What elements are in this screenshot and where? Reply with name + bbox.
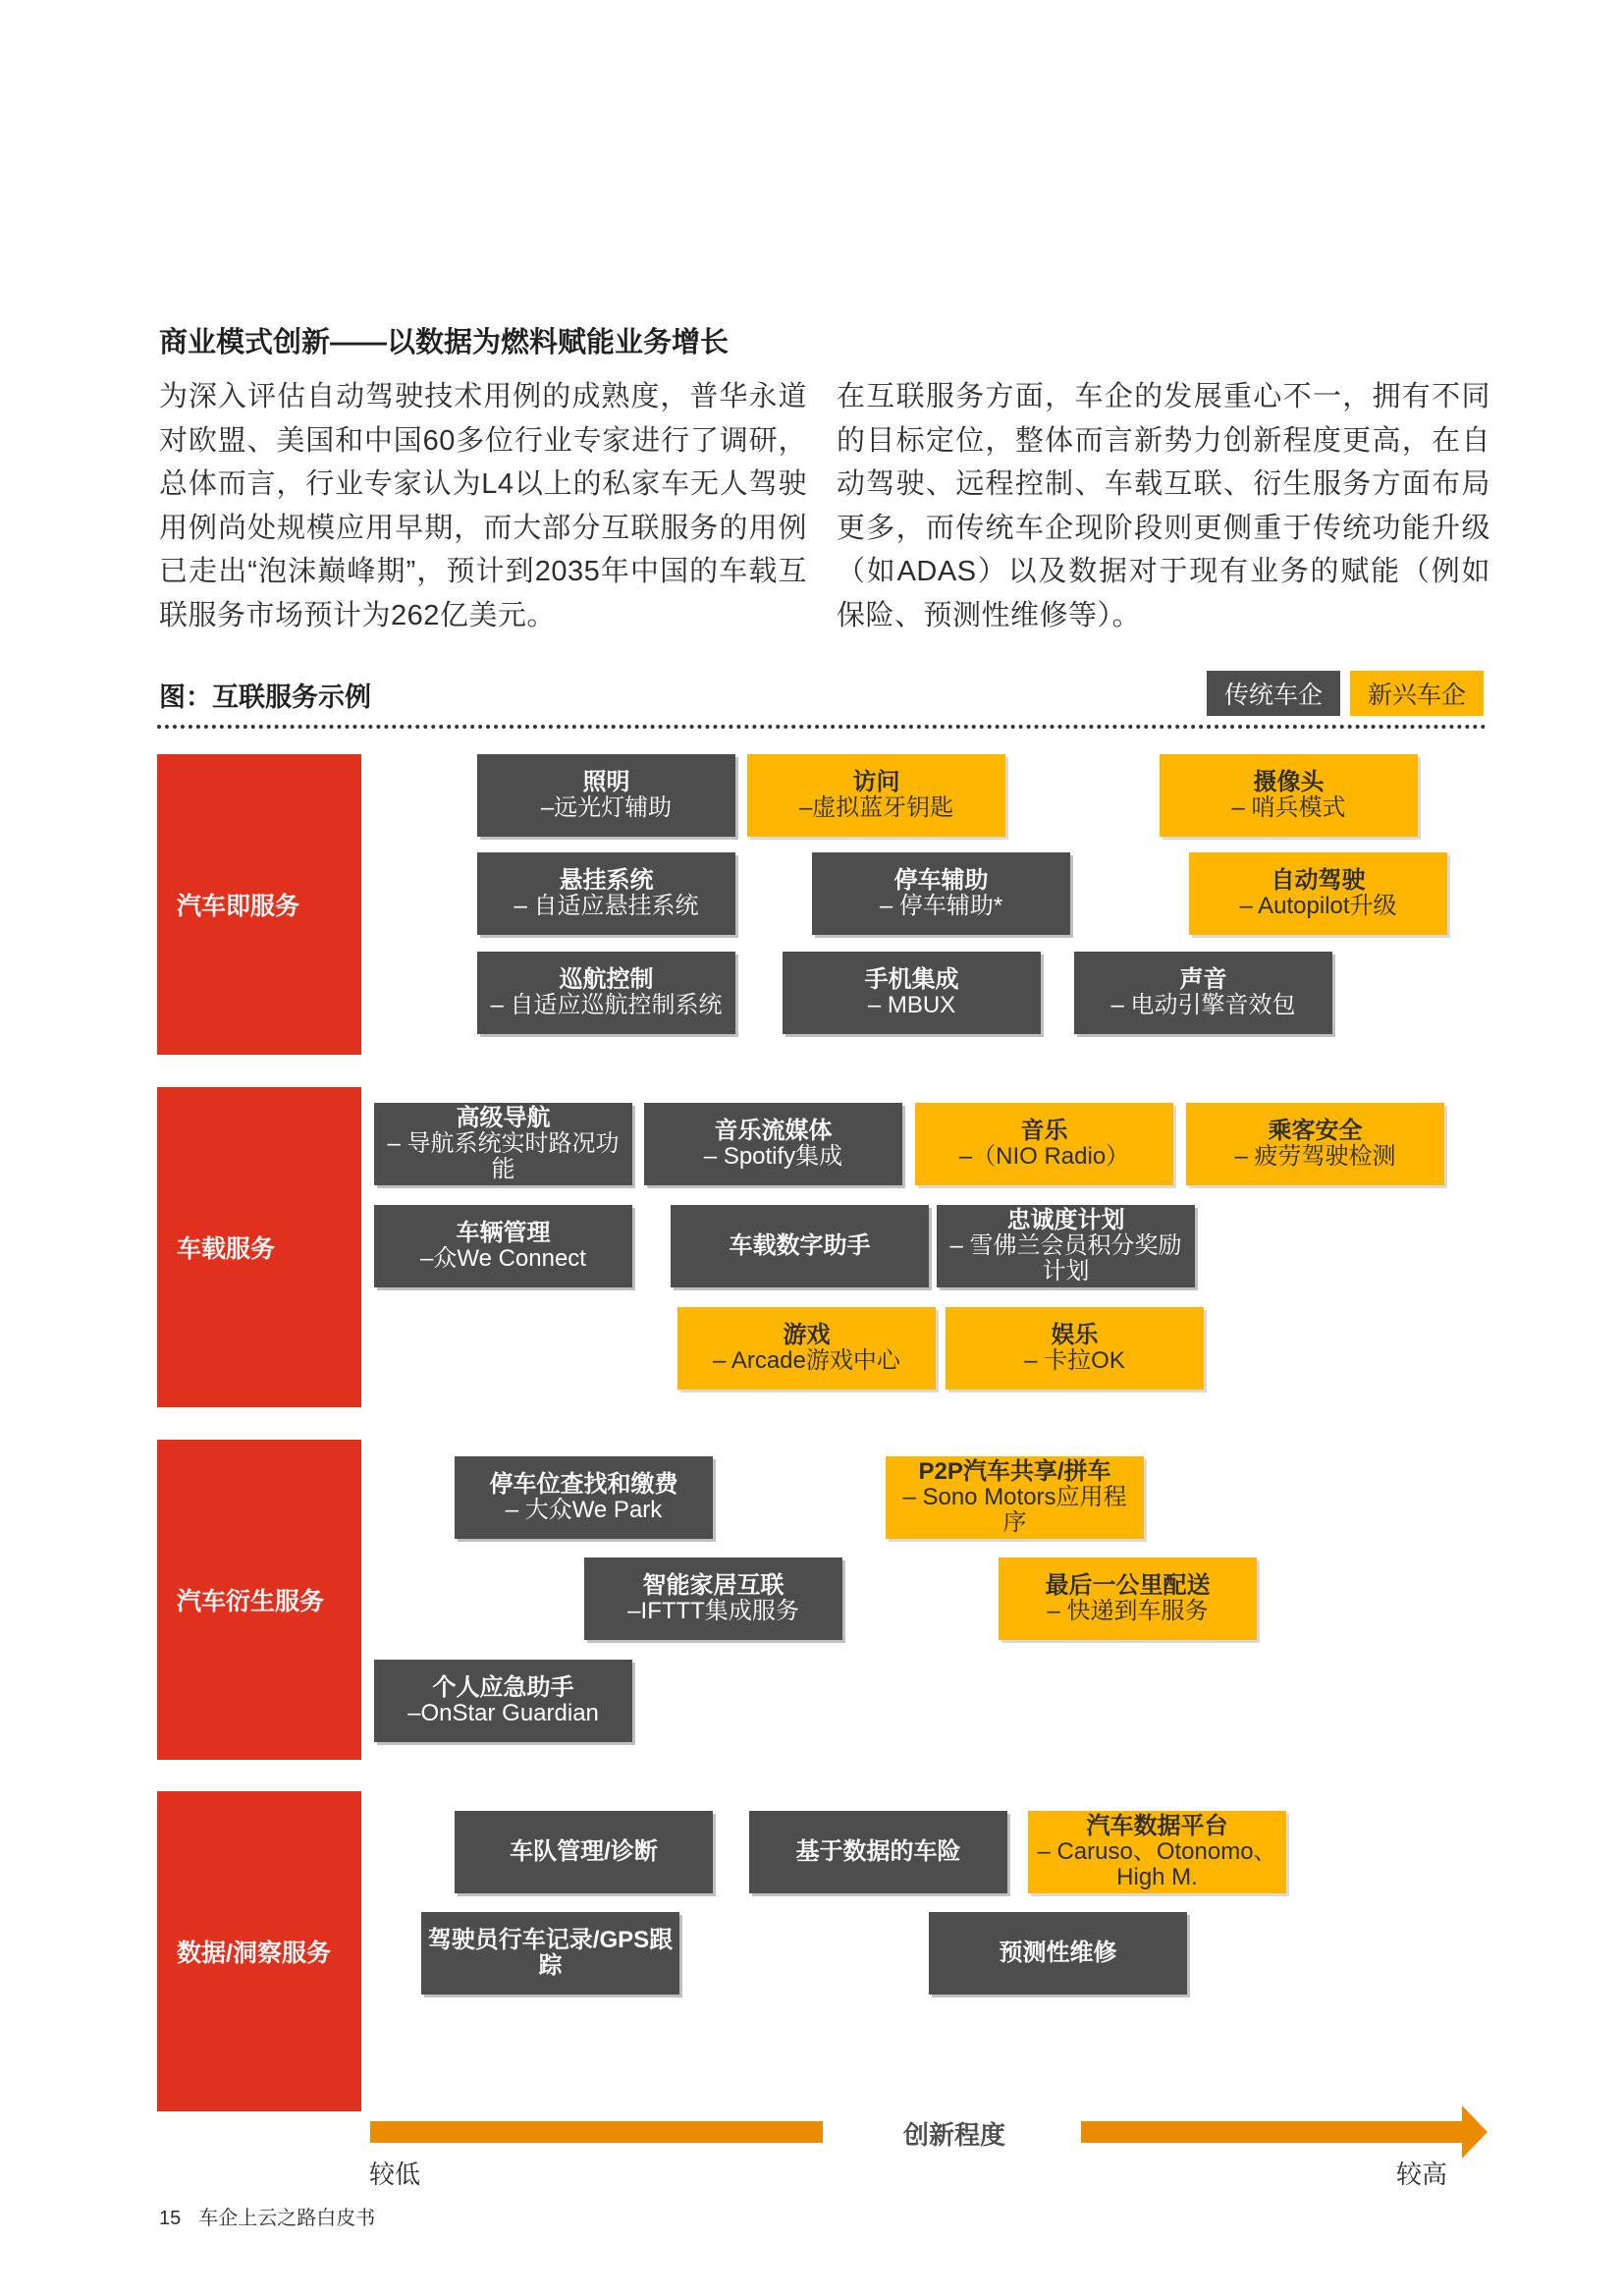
service-sub: – Spotify集成 [703, 1143, 843, 1170]
service-box [374, 1205, 632, 1287]
service-box [455, 1456, 713, 1539]
service-sub: – 快递到车服务 [1047, 1598, 1209, 1624]
service-box [886, 1456, 1144, 1539]
service-sub: – Arcade游戏中心 [713, 1347, 900, 1374]
category-derivative: 汽车衍生服务 [157, 1440, 361, 1760]
service-box [671, 1205, 929, 1287]
service-box [749, 1811, 1007, 1893]
service-sub: –虚拟蓝牙钥匙 [798, 794, 954, 821]
category-in-car: 车载服务 [157, 1087, 361, 1407]
service-box [677, 1307, 936, 1390]
service-title: 摄像头 [1253, 769, 1325, 795]
service-box [929, 1912, 1187, 1995]
service-title: 最后一公里配送 [1045, 1572, 1211, 1599]
section-heading: 商业模式创新——以数据为燃料赋能业务增长 [159, 327, 730, 358]
service-box [374, 1660, 632, 1742]
service-sub: – Caruso、Otonomo、High M. [1037, 1838, 1277, 1890]
service-title: 停车辅助 [893, 867, 989, 894]
service-sub: – 大众We Park [505, 1497, 663, 1523]
service-title: 忠诚度计划 [1006, 1207, 1125, 1233]
service-box [747, 754, 1005, 837]
service-title: 基于数据的车险 [795, 1838, 961, 1865]
service-sub: – 停车辅助* [879, 893, 1003, 919]
service-box [374, 1103, 632, 1185]
axis-bar-left [370, 2121, 823, 2143]
service-title: 高级导航 [456, 1105, 551, 1131]
service-sub: –众We Connect [420, 1245, 586, 1272]
service-sub: – Autopilot升级 [1239, 893, 1397, 919]
page-footer [159, 2202, 375, 2230]
legend-new: 新兴车企 [1350, 671, 1484, 716]
service-sub: – 自适应悬挂系统 [514, 893, 699, 919]
category-maas: 汽车即服务 [157, 754, 361, 1055]
service-sub: – 雪佛兰会员积分奖励计划 [949, 1232, 1182, 1285]
service-title: 乘客安全 [1268, 1118, 1363, 1144]
service-sub: – Sono Motors应用程序 [902, 1484, 1127, 1536]
service-title: 自动驾驶 [1271, 867, 1366, 894]
service-title: 车载数字助手 [729, 1232, 871, 1259]
service-box [999, 1558, 1257, 1640]
figure-title: 图：互联服务示例 [159, 683, 371, 712]
service-sub: –远光灯辅助 [540, 794, 673, 821]
service-box [421, 1912, 679, 1995]
service-sub: – 电动引擎音效包 [1110, 992, 1296, 1018]
service-sub: – 导航系统实时路况功能 [387, 1130, 620, 1182]
service-title: 游戏 [783, 1322, 831, 1348]
service-box [477, 754, 735, 837]
axis-low-label: 较低 [369, 2159, 421, 2189]
service-title: 巡航控制 [559, 966, 654, 993]
service-title: 音乐 [1020, 1118, 1068, 1144]
service-title: 手机集成 [864, 966, 959, 993]
service-title: P2P汽车共享/拼车 [918, 1458, 1111, 1485]
arrow-right-icon [1462, 2105, 1488, 2159]
service-box [584, 1558, 842, 1640]
service-sub: –（NIO Radio） [958, 1143, 1130, 1170]
service-sub: – 卡拉OK [1024, 1347, 1125, 1374]
service-box [1028, 1811, 1286, 1893]
axis-bar-right [1081, 2121, 1464, 2143]
service-title: 驾驶员行车记录/GPS跟踪 [427, 1927, 674, 1979]
service-title: 停车位查找和缴费 [489, 1471, 678, 1498]
service-box [937, 1205, 1195, 1287]
service-box [455, 1811, 713, 1893]
service-box [812, 852, 1070, 935]
service-title: 访问 [852, 769, 900, 795]
service-title: 个人应急助手 [432, 1674, 574, 1701]
service-title: 车队管理/诊断 [510, 1838, 658, 1865]
service-box [1074, 952, 1332, 1034]
page-number: 15 [159, 2208, 182, 2229]
service-sub: – 自适应巡航控制系统 [490, 992, 723, 1018]
service-sub: –IFTTT集成服务 [627, 1598, 799, 1624]
service-box [1189, 852, 1447, 935]
service-box [1186, 1103, 1444, 1185]
intro-paragraph-left: 为深入评估自动驾驶技术用例的成熟度，普华永道对欧盟、美国和中国60多位行业专家进行了调研，总体而言，行业专家认为L4以上的私家车无人驾驶用例尚处规模应用早期，而大部分互联服务的用例已走出“泡沫巅峰期”，预计到2035年中国的车载互联服务市场预计为262亿美元。 [159, 381, 807, 631]
legend-traditional: 传统车企 [1207, 671, 1340, 716]
service-sub: – MBUX [867, 992, 956, 1018]
service-title: 悬挂系统 [559, 867, 654, 894]
service-box [477, 852, 735, 935]
axis-high-label: 较高 [1396, 2159, 1448, 2189]
service-sub: – 哨兵模式 [1231, 794, 1346, 821]
service-title: 音乐流媒体 [714, 1118, 833, 1144]
document-title: 车企上云之路白皮书 [198, 2208, 376, 2229]
service-title: 照明 [582, 769, 630, 795]
service-title: 声音 [1179, 966, 1227, 993]
service-box [1160, 754, 1418, 837]
divider [157, 725, 1487, 729]
service-box [783, 952, 1041, 1034]
service-box [946, 1307, 1204, 1390]
service-title: 汽车数据平台 [1086, 1813, 1228, 1839]
service-box [644, 1103, 902, 1185]
intro-paragraph-right: 在互联服务方面，车企的发展重心不一，拥有不同的目标定位，整体而言新势力创新程度更高，在自动驾驶、远程控制、车载互联、衍生服务方面布局更多，而传统车企现阶段则更侧重于传统功能升级（如ADAS）以及数据对于现有业务的赋能（例如保险、预测性维修等）。 [837, 381, 1490, 631]
service-title: 娱乐 [1051, 1322, 1099, 1348]
service-sub: –OnStar Guardian [407, 1700, 599, 1726]
category-data: 数据/洞察服务 [157, 1791, 361, 2111]
service-title: 预测性维修 [999, 1940, 1117, 1966]
service-title: 车辆管理 [456, 1220, 551, 1246]
axis-label: 创新程度 [903, 2120, 1006, 2150]
service-box [915, 1103, 1173, 1185]
service-sub: – 疲劳驾驶检测 [1234, 1143, 1396, 1170]
service-title: 智能家居互联 [642, 1572, 784, 1599]
service-box [477, 952, 735, 1034]
